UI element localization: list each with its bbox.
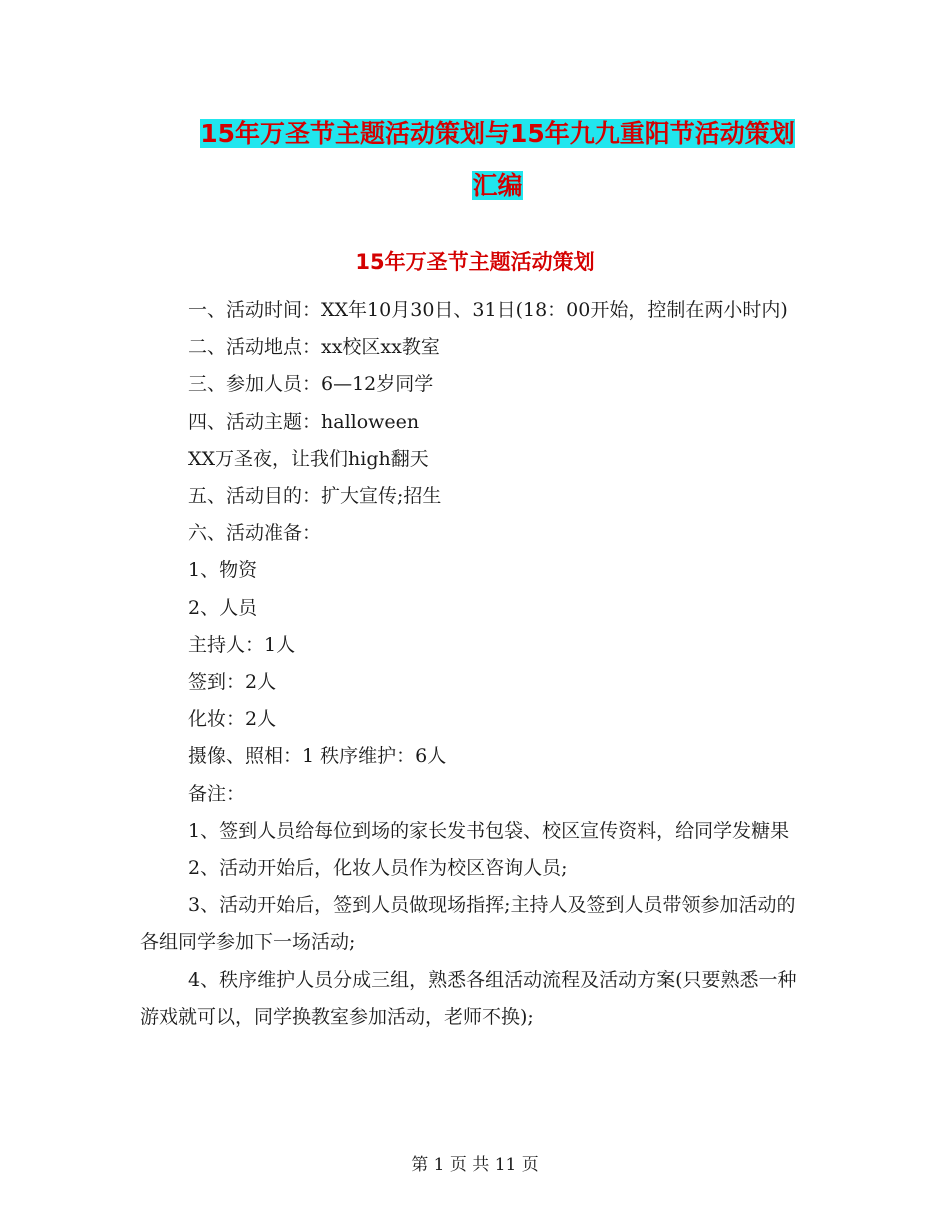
paragraph-note-3: 3、活动开始后，签到人员做现场指挥;主持人及签到人员带领参加活动的各组同学参加下一场活动; (140, 894, 796, 954)
paragraph-activity-time: 一、活动时间：XX年10月30日、31日(18：00开始，控制在两小时内) (188, 299, 788, 321)
page-footer: 第 1 页 共 11 页 (411, 1155, 539, 1175)
paragraph-notes-heading: 备注： (188, 782, 246, 805)
paragraph-participants: 三、参加人员：6—12岁同学 (188, 373, 434, 396)
paragraph-purpose: 五、活动目的：扩大宣传;招生 (188, 485, 442, 508)
document-body (140, 292, 810, 1036)
paragraph-note-2: 2、活动开始后，化妆人员作为校区咨询人员; (188, 857, 568, 880)
paragraph-photo-order: 摄像、照相：1 秩序维护：6人 (188, 745, 447, 768)
paragraph-check-in: 签到：2人 (188, 671, 277, 694)
paragraph-staff: 2、人员 (188, 596, 258, 619)
paragraph-host: 主持人：1人 (188, 633, 296, 656)
section-title: 15年万圣节主题活动策划 (355, 250, 595, 274)
paragraph-note-1: 1、签到人员给每位到场的家长发书包袋、校区宣传资料，给同学发糖果 (188, 819, 790, 842)
paragraph-note-4: 4、秩序维护人员分成三组，熟悉各组活动流程及活动方案(只要熟悉一种游戏就可以，同学换教室参加活动，老师不换); (140, 968, 797, 1028)
paragraph-activity-location: 二、活动地点：xx校区xx教室 (188, 336, 440, 359)
document-title-line-2: 汇编 (472, 171, 523, 200)
paragraph-materials: 1、物资 (188, 559, 258, 582)
paragraph-preparation: 六、活动准备： (188, 522, 322, 545)
document-title (140, 108, 855, 212)
paragraph-makeup: 化妆：2人 (188, 708, 277, 731)
paragraph-theme-slogan: XX万圣夜，让我们high翻天 (188, 447, 429, 470)
document-title-line-1: 15年万圣节主题活动策划与15年九九重阳节活动策划 (200, 119, 795, 148)
paragraph-theme: 四、活动主题：halloween (188, 410, 420, 433)
